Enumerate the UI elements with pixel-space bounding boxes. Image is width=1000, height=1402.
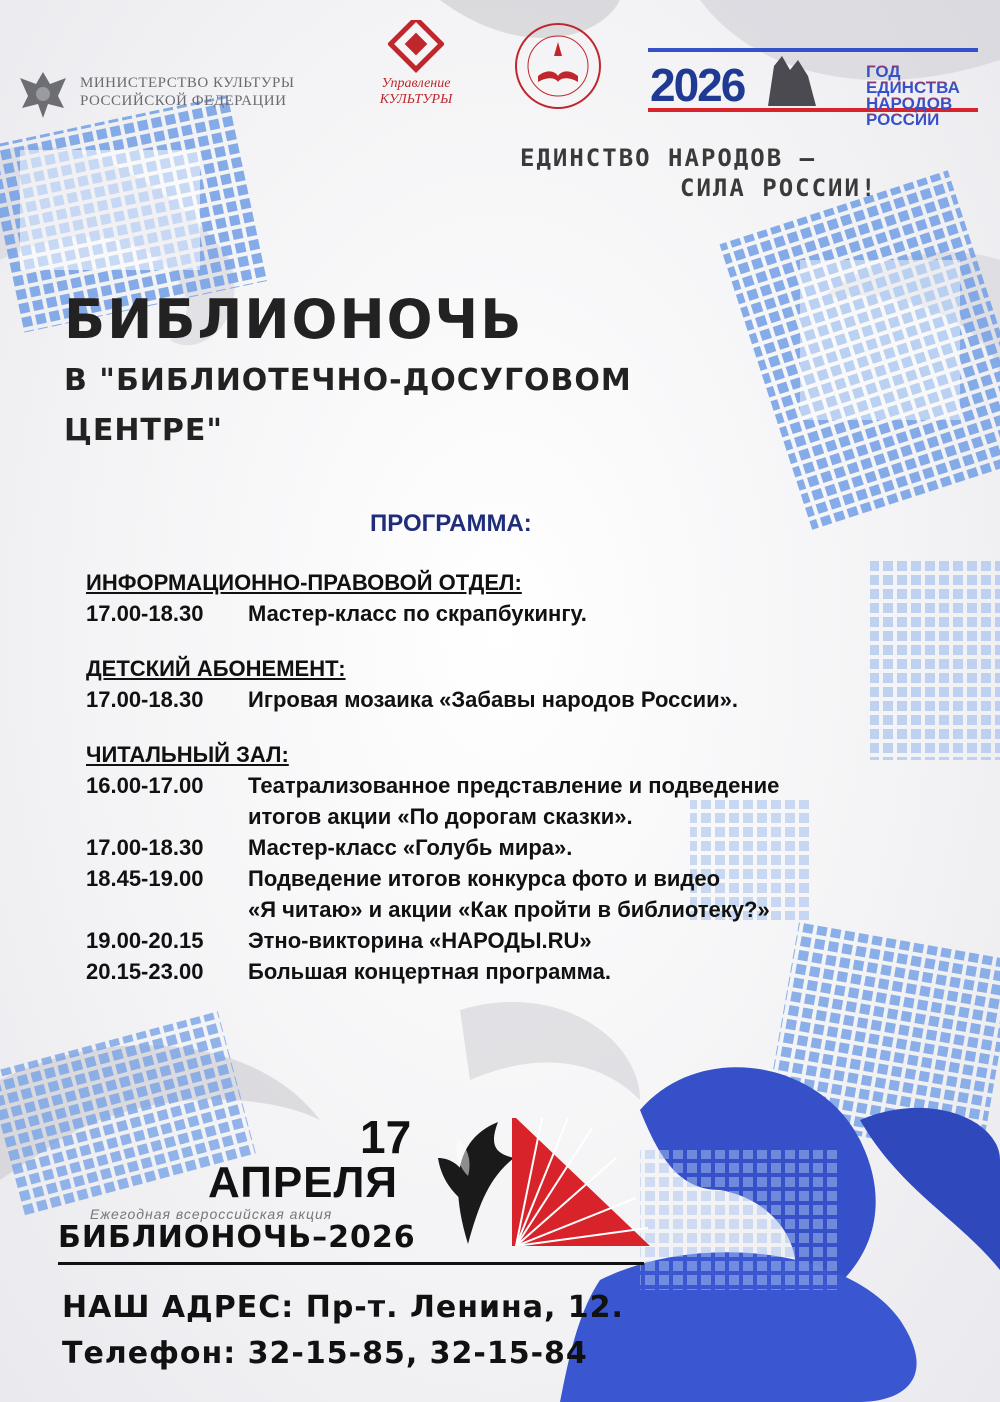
program-section [86,653,966,715]
culture-department-name: Управление КУЛЬТУРЫ [379,76,453,107]
event-month: АПРЕЛЯ [208,1158,399,1207]
program-item [86,770,966,832]
item-description: Большая концертная программа. [248,959,611,984]
phone-text: Телефон: 32-15-85, 32-15-84 [62,1336,588,1371]
venue-subtitle [64,356,764,456]
page-title: БИБЛИОНОЧЬ [64,288,524,351]
item-time: 19.00-20.15 [86,928,204,953]
program-section [86,739,966,987]
ministry-name: МИНИСТЕРСТВО КУЛЬТУРЫ РОССИЙСКОЙ ФЕДЕРАЦИИ [80,75,295,109]
library-center-emblem-icon [512,20,604,112]
event-caption: Ежегодная всероссийская акция [90,1206,333,1222]
item-time: 17.00-18.30 [86,687,204,712]
slogan-line-1: ЕДИНСТВО НАРОДОВ — [520,144,817,172]
item-description: Этно-викторина «НАРОДЫ.RU» [248,928,592,953]
item-time: 17.00-18.30 [86,835,204,860]
folk-leaf-ornament-icon [428,1118,518,1248]
item-description: Мастер-класс по скрапбукингу. [248,601,587,626]
item-description: Игровая мозаика «Забавы народов России». [248,687,738,712]
item-description: Подведение итогов конкурса фото и видео «Я читаю» и акции «Как пройти в библиотеку?» [248,866,770,922]
program-item [86,925,966,956]
item-description: Театрализованное представление и подведение итогов акции «По дорогам сказки». [248,773,780,829]
culture-ornament-icon [388,20,444,74]
year-caption: ГОД ЕДИНСТВА НАРОДОВ РОССИИ [866,62,960,129]
open-book-fan-icon [512,1118,650,1246]
eagle-emblem-icon [14,68,72,122]
program-item [86,956,966,987]
venue-subtitle-line-2: ЦЕНТРЕ" [64,413,224,448]
program-item [86,598,966,629]
program-item [86,832,966,863]
section-title: ИНФОРМАЦИОННО-ПРАВОВОЙ ОТДЕЛ: [86,570,522,595]
item-time: 18.45-19.00 [86,866,204,891]
section-title: ДЕТСКИЙ АБОНЕМЕНТ: [86,656,346,681]
program-heading: ПРОГРАММА: [370,510,532,537]
program-item [86,863,966,925]
address-text: НАШ АДРЕС: Пр-т. Ленина, 12. [62,1290,624,1325]
program-list [86,567,966,1011]
item-description: Мастер-класс «Голубь мира». [248,835,573,860]
program-section [86,567,966,629]
item-time: 20.15-23.00 [86,959,204,984]
venue-subtitle-line-1: В "БИБЛИОТЕЧНО-ДОСУГОВОМ [64,363,632,398]
year-number: 2026 [650,59,745,111]
slogan-line-2: СИЛА РОССИИ! [680,174,878,202]
event-day: 17 [360,1111,412,1163]
event-name: БИБЛИОНОЧЬ–2026 [58,1220,416,1255]
program-item [86,684,966,715]
item-time: 16.00-17.00 [86,773,204,798]
item-time: 17.00-18.30 [86,601,204,626]
section-title: ЧИТАЛЬНЫЙ ЗАЛ: [86,742,289,767]
divider [58,1262,644,1265]
